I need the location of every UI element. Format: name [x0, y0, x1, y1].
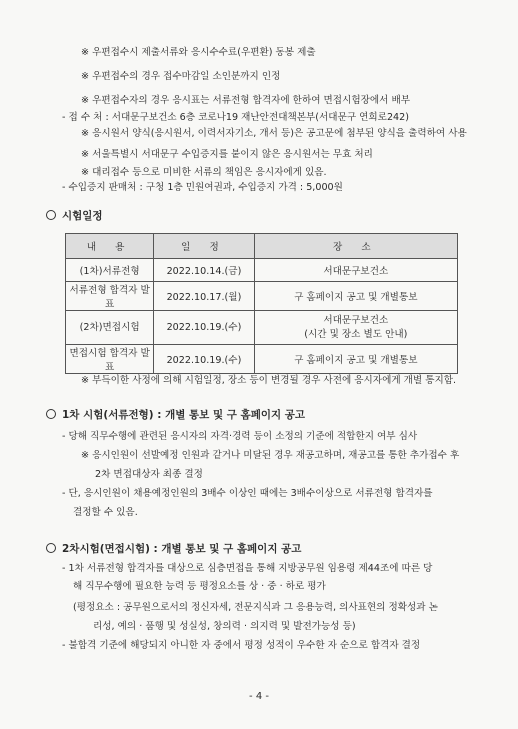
row-content: (1차)서류전형 — [66, 259, 154, 282]
first-exam-line: - 당해 직무수행에 관련된 응시자의 자격·경력 등이 소정의 기준에 적합한지 여부 심사 — [62, 431, 418, 442]
second-exam-title — [46, 542, 301, 556]
stamp-sales: - 수입증지 판매처 : 구청 1층 민원여권과, 수입증지 가격 : 5,000원 — [62, 182, 343, 193]
schedule-section-title — [46, 209, 103, 223]
row-date: 2022.10.19.(수) — [154, 311, 254, 345]
note-proxy-submission: ※ 대리접수 등으로 미비한 서류의 책임은 응시자에게 있음. — [81, 167, 327, 178]
note-revenue-stamp: ※ 서울특별시 서대문구 수입증지를 붙이지 않은 응시원서는 무효 처리 — [81, 149, 373, 160]
reception-place: - 접 수 처 : 서대문구보건소 6층 코로나19 재난안전대책본부(서대문구 연희로242) — [62, 112, 410, 123]
second-exam-title-text: 2차시험(면접시험) : 개별 통보 및 구 홈페이지 공고 — [62, 543, 302, 555]
note-postal-deadline: ※ 우편접수의 경우 접수마감일 소인분까지 인정 — [81, 71, 281, 82]
header-content: 내 용 — [66, 234, 154, 259]
table-header-row — [66, 234, 458, 259]
second-exam-line: - 1차 서류전형 합격자를 대상으로 심층면접을 통해 지방공무원 임용령 제44조에 따른 당 — [62, 563, 433, 574]
row-place-line1: 서대문구보건소 — [323, 314, 389, 326]
second-exam-line: 해 직무수행에 필요한 능력 등 평정요소를 상 · 중 · 하로 평가 — [73, 581, 326, 592]
circle-bullet-icon — [46, 543, 56, 553]
second-exam-line: - 불합격 기준에 해당되지 아니한 자 중에서 평정 성적이 우수한 자 순으로 합격자 결정 — [62, 640, 421, 651]
page-number: - 4 - — [249, 691, 269, 702]
header-date: 일 정 — [154, 234, 254, 259]
row-date: 2022.10.19.(수) — [154, 345, 254, 374]
table-row — [66, 345, 458, 374]
row-content: 면접시험 합격자 발표 — [66, 345, 154, 374]
row-place: 서대문구보건소 — [254, 259, 457, 282]
row-place — [254, 311, 457, 345]
row-place-line2: (시간 및 장소 별도 안내) — [304, 328, 408, 340]
first-exam-title — [46, 408, 305, 422]
schedule-title-text: 시험일정 — [62, 210, 103, 222]
row-date: 2022.10.14.(금) — [154, 259, 254, 282]
first-exam-line: - 단, 응시인원이 채용예정인원의 3배수 이상인 때에는 3배수이상으로 서류전형 합격자를 — [62, 488, 433, 499]
row-content: 서류전형 합격자 발표 — [66, 282, 154, 311]
second-exam-line: (평정요소 : 공무원으로서의 정신자세, 전문지식과 그 응용능력, 의사표현의 정확성과 논 — [73, 602, 438, 613]
note-postal-admission-ticket: ※ 우편접수자의 경우 응시표는 서류전형 합격자에 한하여 면접시험장에서 배부 — [81, 95, 410, 106]
second-exam-line: 리성, 예의 · 품행 및 성실성, 창의력 · 의지력 및 발전가능성 등) — [93, 621, 356, 632]
header-place: 장 소 — [254, 234, 457, 259]
row-content: (2차)면접시험 — [66, 311, 154, 345]
row-place: 구 홈페이지 공고 및 개별통보 — [254, 282, 457, 311]
table-row — [66, 259, 458, 282]
schedule-table — [65, 233, 458, 374]
schedule-change-note: ※ 부득이한 사정에 의해 시험일정, 장소 등이 변경될 경우 사전에 응시자에게 개별 통지함. — [81, 375, 457, 386]
note-application-form: ※ 응시원서 양식(응시원서, 이력서자기소, 개서 등)은 공고문에 첨부된 양식을 출력하여 사용 — [81, 128, 467, 139]
row-place: 구 홈페이지 공고 및 개별통보 — [254, 345, 457, 374]
first-exam-line: 2차 면접대상자 최종 결정 — [95, 469, 203, 480]
circle-bullet-icon — [46, 409, 56, 419]
note-postal-submission: ※ 우편접수시 제출서류와 응시수수료(우편환) 동봉 제출 — [81, 47, 316, 58]
row-date: 2022.10.17.(월) — [154, 282, 254, 311]
first-exam-line: ※ 응시인원이 선발예정 인원과 같거나 미달된 경우 재공고하며, 재공고를 통한 추가접수 후 — [81, 450, 460, 461]
first-exam-title-text: 1차 시험(서류전형) : 개별 통보 및 구 홈페이지 공고 — [62, 409, 306, 421]
table-row — [66, 282, 458, 311]
circle-bullet-icon — [46, 210, 56, 220]
first-exam-line: 결정할 수 있음. — [73, 507, 138, 518]
table-row — [66, 311, 458, 345]
